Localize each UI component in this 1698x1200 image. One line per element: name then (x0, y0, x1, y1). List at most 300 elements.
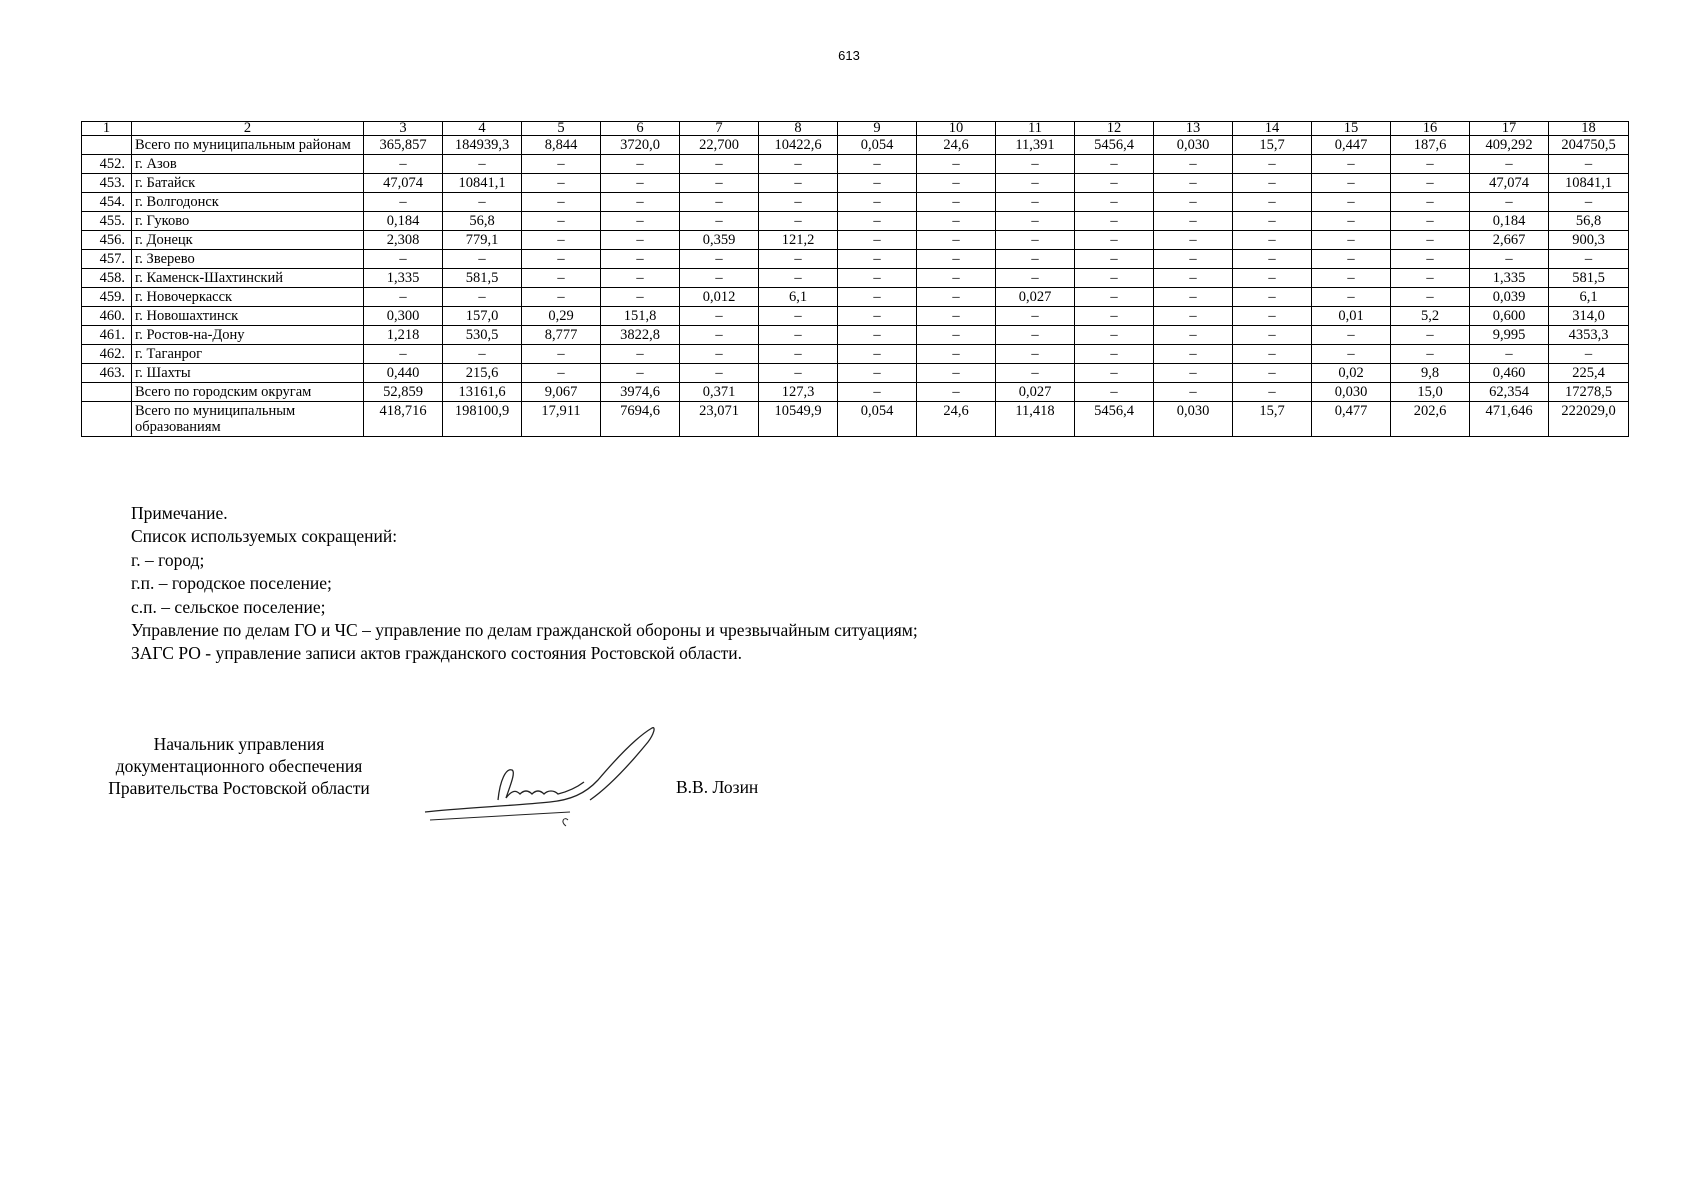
column-header: 14 (1233, 122, 1312, 136)
table-cell: – (601, 345, 680, 364)
table-cell: 15,7 (1233, 402, 1312, 437)
table-cell: – (1233, 212, 1312, 231)
table-cell: 0,030 (1154, 402, 1233, 437)
table-cell: 0,184 (1470, 212, 1549, 231)
table-cell: – (917, 174, 996, 193)
table-cell: 121,2 (759, 231, 838, 250)
table-cell: 9,8 (1391, 364, 1470, 383)
table-cell: – (680, 174, 759, 193)
table-row (82, 250, 1629, 269)
row-number: 452. (82, 155, 132, 174)
table-cell: – (838, 231, 917, 250)
table-cell: – (1154, 269, 1233, 288)
table-cell: – (838, 364, 917, 383)
table-cell: – (680, 212, 759, 231)
table-cell: – (522, 193, 601, 212)
signature-image (420, 720, 660, 830)
table-cell: – (522, 269, 601, 288)
table-cell: 0,027 (996, 383, 1075, 402)
row-number: 463. (82, 364, 132, 383)
table-cell: – (1233, 193, 1312, 212)
table-cell: – (917, 383, 996, 402)
table-cell: – (1154, 326, 1233, 345)
table-cell: 2,308 (364, 231, 443, 250)
row-number: 455. (82, 212, 132, 231)
table-cell: – (996, 326, 1075, 345)
table-cell: – (1075, 326, 1154, 345)
table-cell: 0,300 (364, 307, 443, 326)
table-cell: – (1154, 231, 1233, 250)
table-cell: – (759, 155, 838, 174)
row-number: 460. (82, 307, 132, 326)
table-row (82, 269, 1629, 288)
table-cell: 0,012 (680, 288, 759, 307)
table-cell: – (1075, 193, 1154, 212)
table-cell: – (1075, 250, 1154, 269)
row-name: Всего по муниципальным образованиям (132, 402, 364, 437)
table-cell: – (1391, 269, 1470, 288)
table-cell: 184939,3 (443, 136, 522, 155)
table-cell: – (601, 269, 680, 288)
signoff-line: Правительства Ростовской области (108, 778, 370, 798)
table-cell: – (1075, 231, 1154, 250)
table-row (82, 136, 1629, 155)
table-cell: – (601, 193, 680, 212)
table-cell: 0,460 (1470, 364, 1549, 383)
column-header: 9 (838, 122, 917, 136)
table-cell: 5,2 (1391, 307, 1470, 326)
table-row (82, 212, 1629, 231)
note-line: ЗАГС РО - управление записи актов гражданского состояния Ростовской области. (131, 643, 742, 664)
table-cell: 418,716 (364, 402, 443, 437)
table-cell: – (1233, 307, 1312, 326)
note-line: с.п. – сельское поселение; (131, 596, 326, 617)
table-cell: – (1233, 250, 1312, 269)
column-header: 8 (759, 122, 838, 136)
table-cell: – (601, 212, 680, 231)
table-cell: 0,030 (1312, 383, 1391, 402)
table-cell: 0,600 (1470, 307, 1549, 326)
table-cell: – (1233, 174, 1312, 193)
table-cell: – (917, 231, 996, 250)
table-cell: – (364, 250, 443, 269)
column-header: 10 (917, 122, 996, 136)
table-cell: – (522, 155, 601, 174)
table-cell: – (996, 345, 1075, 364)
row-name: г. Шахты (132, 364, 364, 383)
table-cell: – (1391, 288, 1470, 307)
table-cell: 8,844 (522, 136, 601, 155)
table-cell: – (838, 326, 917, 345)
note-line: Управление по делам ГО и ЧС – управление по делам гражданской обороны и чрезвычайным ситуациям; (131, 620, 918, 641)
row-number (82, 136, 132, 155)
table-cell: – (1470, 250, 1549, 269)
column-header: 12 (1075, 122, 1154, 136)
table-cell: 10841,1 (1549, 174, 1629, 193)
table-row (82, 231, 1629, 250)
table-cell: – (996, 155, 1075, 174)
page-number: 613 (838, 48, 860, 63)
table-cell: – (1154, 383, 1233, 402)
table-cell: 202,6 (1391, 402, 1470, 437)
signoff-line: документационного обеспечения (115, 756, 363, 776)
table-cell: 151,8 (601, 307, 680, 326)
table-cell: 314,0 (1549, 307, 1629, 326)
table-cell: – (1312, 269, 1391, 288)
table-cell: 0,030 (1154, 136, 1233, 155)
row-name: Всего по муниципальным районам (132, 136, 364, 155)
table-cell: 7694,6 (601, 402, 680, 437)
column-header: 11 (996, 122, 1075, 136)
table-cell: – (1312, 231, 1391, 250)
table-cell: – (838, 155, 917, 174)
table-cell: – (1312, 250, 1391, 269)
table-cell: – (680, 345, 759, 364)
table-cell: 0,359 (680, 231, 759, 250)
table-cell: – (1391, 193, 1470, 212)
table-row (82, 345, 1629, 364)
table-cell: – (601, 231, 680, 250)
table-cell: – (1075, 345, 1154, 364)
table-cell: 779,1 (443, 231, 522, 250)
table-cell: 17,911 (522, 402, 601, 437)
table-cell: – (680, 250, 759, 269)
table-cell: – (680, 269, 759, 288)
row-name: Всего по городским округам (132, 383, 364, 402)
table-cell: – (601, 364, 680, 383)
table-cell: – (1154, 174, 1233, 193)
table-cell: 62,354 (1470, 383, 1549, 402)
table-cell: 0,371 (680, 383, 759, 402)
table-cell: – (443, 155, 522, 174)
table-cell: – (522, 364, 601, 383)
table-cell: 0,447 (1312, 136, 1391, 155)
table-cell: 56,8 (443, 212, 522, 231)
table-cell: – (838, 345, 917, 364)
table-cell: 13161,6 (443, 383, 522, 402)
note-line: г. – город; (131, 549, 205, 570)
table-cell: – (522, 174, 601, 193)
table-cell: – (364, 345, 443, 364)
table-row (82, 288, 1629, 307)
table-cell: – (996, 193, 1075, 212)
table-cell: – (759, 174, 838, 193)
table-cell: – (1233, 155, 1312, 174)
table-row (82, 307, 1629, 326)
table-cell: – (838, 212, 917, 231)
table-cell: 1,218 (364, 326, 443, 345)
signoff-line: Начальник управления (153, 734, 325, 754)
table-cell: – (838, 383, 917, 402)
column-header: 4 (443, 122, 522, 136)
table-row (82, 174, 1629, 193)
row-name: г. Волгодонск (132, 193, 364, 212)
table-cell: – (838, 288, 917, 307)
table-cell: 10422,6 (759, 136, 838, 155)
table-cell: – (838, 250, 917, 269)
table-cell: 5456,4 (1075, 136, 1154, 155)
table-cell: – (759, 269, 838, 288)
table-cell: – (1470, 193, 1549, 212)
table-cell: 0,027 (996, 288, 1075, 307)
column-header: 6 (601, 122, 680, 136)
table-cell: – (1391, 345, 1470, 364)
table-cell: – (917, 155, 996, 174)
table-cell: 9,067 (522, 383, 601, 402)
table-cell: – (759, 193, 838, 212)
table-cell: 52,859 (364, 383, 443, 402)
notes-block (131, 502, 918, 666)
table-cell: 204750,5 (1549, 136, 1629, 155)
table-cell: 9,995 (1470, 326, 1549, 345)
table-cell: – (1312, 345, 1391, 364)
column-header: 13 (1154, 122, 1233, 136)
table-cell: 1,335 (1470, 269, 1549, 288)
row-number (82, 402, 132, 437)
note-line: Список используемых сокращений: (131, 526, 398, 547)
table-cell: 0,02 (1312, 364, 1391, 383)
table-cell: – (1075, 174, 1154, 193)
table-cell: – (1312, 193, 1391, 212)
table-cell: 0,29 (522, 307, 601, 326)
table-cell: – (996, 307, 1075, 326)
table-cell: – (838, 193, 917, 212)
table-cell: – (443, 250, 522, 269)
table-cell: 0,054 (838, 136, 917, 155)
table-cell: – (1075, 212, 1154, 231)
table-cell: 0,440 (364, 364, 443, 383)
table-cell: – (838, 269, 917, 288)
table-cell: 15,0 (1391, 383, 1470, 402)
row-number: 462. (82, 345, 132, 364)
column-header: 5 (522, 122, 601, 136)
row-name: г. Азов (132, 155, 364, 174)
table-cell: – (1154, 345, 1233, 364)
table-cell: 22,700 (680, 136, 759, 155)
table-cell: – (1154, 155, 1233, 174)
table-cell: – (759, 326, 838, 345)
table-cell: – (1075, 155, 1154, 174)
table-cell: 0,054 (838, 402, 917, 437)
table-cell: 225,4 (1549, 364, 1629, 383)
table-cell: – (1391, 212, 1470, 231)
table-cell: – (522, 212, 601, 231)
table-cell: – (680, 193, 759, 212)
table-header-row (82, 122, 1629, 136)
table-cell: – (1075, 364, 1154, 383)
table-cell: – (1075, 383, 1154, 402)
table-cell: – (1233, 269, 1312, 288)
table-cell: 0,477 (1312, 402, 1391, 437)
table-cell: 11,391 (996, 136, 1075, 155)
table-cell: 3720,0 (601, 136, 680, 155)
table-cell: 215,6 (443, 364, 522, 383)
table-cell: – (1391, 231, 1470, 250)
table-cell: – (364, 193, 443, 212)
table-cell: – (1233, 326, 1312, 345)
note-line: г.п. – городское поселение; (131, 573, 332, 594)
table-cell: – (1470, 155, 1549, 174)
table-cell: – (917, 364, 996, 383)
table-cell: – (917, 307, 996, 326)
table-cell: 157,0 (443, 307, 522, 326)
table-cell: – (443, 288, 522, 307)
table-cell: 222029,0 (1549, 402, 1629, 437)
table-cell: 56,8 (1549, 212, 1629, 231)
table-cell: – (1391, 250, 1470, 269)
table-cell: 11,418 (996, 402, 1075, 437)
table-cell: – (996, 231, 1075, 250)
table-cell: – (601, 155, 680, 174)
table-cell: – (1391, 326, 1470, 345)
table-cell: 900,3 (1549, 231, 1629, 250)
row-number (82, 383, 132, 402)
table-cell: – (759, 212, 838, 231)
table-cell: 15,7 (1233, 136, 1312, 155)
signer-name: В.В. Лозин (676, 777, 759, 797)
table-cell: – (996, 269, 1075, 288)
table-cell: 6,1 (1549, 288, 1629, 307)
table-cell: – (1233, 231, 1312, 250)
table-cell: – (759, 307, 838, 326)
column-header: 17 (1470, 122, 1549, 136)
table-cell: 0,01 (1312, 307, 1391, 326)
column-header: 18 (1549, 122, 1629, 136)
data-table (81, 121, 1629, 437)
row-name: г. Гуково (132, 212, 364, 231)
table-cell: 24,6 (917, 136, 996, 155)
table-cell: 3974,6 (601, 383, 680, 402)
table-cell: 365,857 (364, 136, 443, 155)
table-cell: – (1312, 212, 1391, 231)
table-cell: 187,6 (1391, 136, 1470, 155)
table-cell: 409,292 (1470, 136, 1549, 155)
column-header: 15 (1312, 122, 1391, 136)
table-row (82, 193, 1629, 212)
table-cell: – (917, 250, 996, 269)
column-header: 1 (82, 122, 132, 136)
table-cell: – (759, 250, 838, 269)
table-cell: 0,184 (364, 212, 443, 231)
row-name: г. Таганрог (132, 345, 364, 364)
row-number: 458. (82, 269, 132, 288)
column-header: 7 (680, 122, 759, 136)
table-cell: – (1312, 155, 1391, 174)
table-cell: – (1075, 269, 1154, 288)
table-cell: – (1154, 364, 1233, 383)
table-row (82, 326, 1629, 345)
table-cell: – (1233, 288, 1312, 307)
table-row (82, 364, 1629, 383)
table-cell: 581,5 (443, 269, 522, 288)
table-cell: – (917, 193, 996, 212)
row-number: 459. (82, 288, 132, 307)
table-cell: – (996, 212, 1075, 231)
table-cell: – (1312, 288, 1391, 307)
table-cell: 17278,5 (1549, 383, 1629, 402)
table-cell: – (680, 155, 759, 174)
table-cell: 127,3 (759, 383, 838, 402)
signoff-position (79, 733, 399, 799)
table-cell: – (601, 288, 680, 307)
table-cell: – (680, 364, 759, 383)
table-cell: – (522, 250, 601, 269)
row-name: г. Батайск (132, 174, 364, 193)
table-cell: – (522, 288, 601, 307)
table-cell: – (364, 288, 443, 307)
note-line: Примечание. (131, 503, 228, 523)
table-cell: – (996, 174, 1075, 193)
table-cell: – (759, 345, 838, 364)
column-header: 3 (364, 122, 443, 136)
table-cell: 10549,9 (759, 402, 838, 437)
table-cell: – (838, 307, 917, 326)
table-cell: – (996, 364, 1075, 383)
table-cell: – (680, 307, 759, 326)
table-cell: 47,074 (364, 174, 443, 193)
table-cell: 6,1 (759, 288, 838, 307)
table-cell: – (1154, 193, 1233, 212)
table-cell: 198100,9 (443, 402, 522, 437)
table-cell: – (996, 250, 1075, 269)
table-cell: 47,074 (1470, 174, 1549, 193)
table-cell: 581,5 (1549, 269, 1629, 288)
row-name: г. Зверево (132, 250, 364, 269)
table-cell: – (917, 326, 996, 345)
table-cell: – (680, 326, 759, 345)
table-cell: – (1154, 288, 1233, 307)
table-cell: – (1391, 174, 1470, 193)
row-number: 461. (82, 326, 132, 345)
table-cell: – (522, 231, 601, 250)
table-cell: – (759, 364, 838, 383)
column-header: 2 (132, 122, 364, 136)
table-cell: – (1470, 345, 1549, 364)
table-cell: – (364, 155, 443, 174)
table-cell: – (1075, 307, 1154, 326)
table-cell: – (838, 174, 917, 193)
row-number: 457. (82, 250, 132, 269)
table-cell: 8,777 (522, 326, 601, 345)
table-cell: – (1233, 383, 1312, 402)
row-number: 456. (82, 231, 132, 250)
table-cell: 10841,1 (443, 174, 522, 193)
table-cell: 471,646 (1470, 402, 1549, 437)
table-cell: – (443, 193, 522, 212)
row-name: г. Каменск-Шахтинский (132, 269, 364, 288)
table-cell: – (1312, 326, 1391, 345)
table-row (82, 402, 1629, 437)
table-row (82, 155, 1629, 174)
table-cell: – (1233, 345, 1312, 364)
table-row (82, 383, 1629, 402)
table-cell: – (601, 250, 680, 269)
table-cell: – (917, 212, 996, 231)
table-cell: – (1075, 288, 1154, 307)
table-cell: – (1154, 250, 1233, 269)
table-cell: – (522, 345, 601, 364)
row-number: 453. (82, 174, 132, 193)
table-cell: – (917, 269, 996, 288)
row-name: г. Донецк (132, 231, 364, 250)
row-name: г. Новочеркасск (132, 288, 364, 307)
table-cell: – (1549, 250, 1629, 269)
table-cell: – (1391, 155, 1470, 174)
column-header: 16 (1391, 122, 1470, 136)
table-cell: – (1233, 364, 1312, 383)
table-cell: 24,6 (917, 402, 996, 437)
table-cell: – (1549, 345, 1629, 364)
